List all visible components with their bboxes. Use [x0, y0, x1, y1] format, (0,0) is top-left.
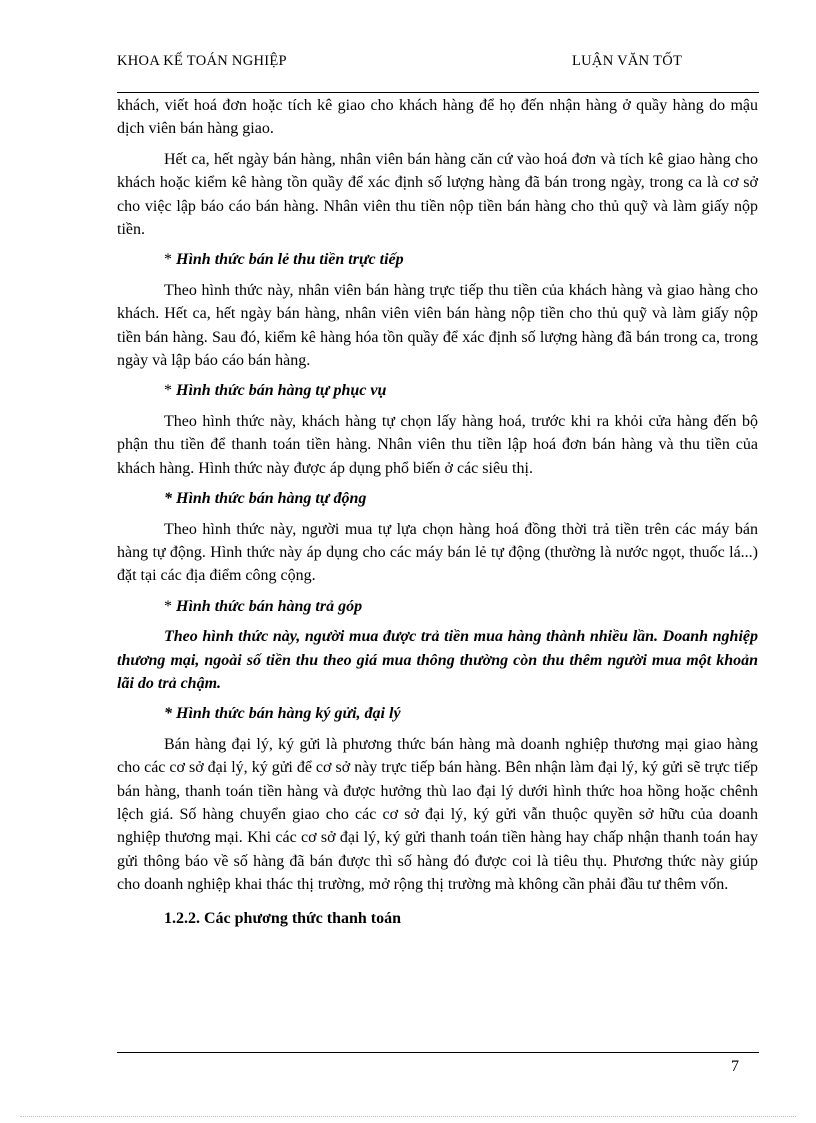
subheading-text: Hình thức bán hàng trả góp — [176, 597, 363, 615]
subheading-consignment — [117, 702, 758, 725]
paragraph-emphasized: Theo hình thức này, người mua được trả tiền mua hàng thành nhiều lần. Doanh nghiệp thương mại, ngoài số tiền thu theo giá mua thông thường còn thu thêm người mua một khoản lãi do trả chậm. — [117, 628, 758, 692]
paragraph: Hết ca, hết ngày bán hàng, nhân viên bán hàng căn cứ vào hoá đơn và tích kê giao hàng cho khách hoặc kiểm kê hàng tồn quầy để xác định số lượng hàng đã bán trong ngày, trong ca là cơ sở cho việc lập báo cáo bán hàng. Nhân viên thu tiền nộp tiền bán hàng cho thủ quỹ và làm giấy nộp tiền. — [117, 150, 758, 239]
subheading-text: Hình thức bán hàng ký gửi, đại lý — [176, 705, 401, 723]
page-edge-divider — [20, 1116, 796, 1117]
header-thesis-title: LUẬN VĂN TỐT — [572, 53, 683, 69]
footer-rule — [117, 1052, 759, 1053]
subheading-text: Hình thức bán hàng tự phục vụ — [176, 382, 387, 400]
subheading-automatic — [117, 487, 758, 510]
paragraph: Theo hình thức này, khách hàng tự chọn lấy hàng hoá, trước khi ra khỏi cửa hàng đến bộ phận thu tiền để thanh toán tiền hàng. Nhân viên thu tiền lập hoá đơn bán hàng và thu tiền của khách hàng. Hình thức này được áp dụng phổ biến ở các siêu thị. — [117, 412, 758, 477]
bullet-star: * — [164, 705, 172, 723]
section-title: 1.2.2. Các phương thức thanh toán — [164, 909, 401, 927]
header-rule — [117, 92, 759, 93]
paragraph: Theo hình thức này, nhân viên bán hàng trực tiếp thu tiền của khách hàng và giao hàng cho khách. Hết ca, hết ngày bán hàng, nhân viên viên bán hàng nộp tiền cho thủ quỹ và làm giấy nộp tiền bán hàng. Sau đó, kiểm kê hàng hóa tồn quầy để xác định số lượng hàng đã bán trong ca, trong ngày và lập báo cáo bán hàng. — [117, 281, 758, 370]
header-faculty: KHOA KẾ TOÁN NGHIỆP — [117, 53, 287, 69]
bullet-star: * — [164, 382, 172, 400]
bullet-star: * — [164, 597, 172, 615]
subheading-text: Hình thức bán hàng tự động — [176, 490, 367, 508]
paragraph: Theo hình thức này, người mua tự lựa chọn hàng hoá đồng thời trả tiền trên các máy bán hàng tự động. Hình thức này áp dụng cho các máy bán lẻ tự động (thường là nước ngọt, thuốc lá...) đặt tại các địa điểm công cộng. — [117, 520, 758, 585]
paragraph: Bán hàng đại lý, ký gửi là phương thức bán hàng mà doanh nghiệp thương mại giao hàng cho các cơ sở đại lý, ký gửi để cơ sở này trực tiếp bán hàng. Bên nhận làm đại lý, ký gửi sẽ trực tiếp bán hàng, thanh toán tiền hàng và được hưởng thù lao đại lý dưới hình thức hoa hồng hoặc chênh lệch giá. Số hàng chuyển giao cho các cơ sở đại lý, ký gửi vẫn thuộc quyền sở hữu của doanh nghiệp thương mại. Khi các cơ sở đại lý, ký gửi thanh toán tiền hàng hay chấp nhận thanh toán hay gửi thông báo về số hàng đã bán được thì số hàng đó được coi là tiêu thụ. Phương thức này giúp cho doanh nghiệp khai thác thị trường, mở rộng thị trường mà không cần phải đầu tư thêm vốn. — [117, 735, 758, 894]
subheading-direct-cash-retail — [117, 248, 758, 271]
document-body — [117, 94, 758, 930]
subheading-text: Hình thức bán lẻ thu tiền trực tiếp — [176, 251, 404, 269]
subheading-installment — [117, 595, 758, 618]
paragraph: khách, viết hoá đơn hoặc tích kê giao cho khách hàng để họ đến nhận hàng ở quầy hàng do mậu dịch viên bán hàng giao. — [117, 97, 758, 138]
bullet-star: * — [164, 251, 172, 269]
page-number: 7 — [731, 1058, 739, 1075]
subheading-self-service — [117, 379, 758, 402]
bullet-star: * — [164, 490, 172, 508]
